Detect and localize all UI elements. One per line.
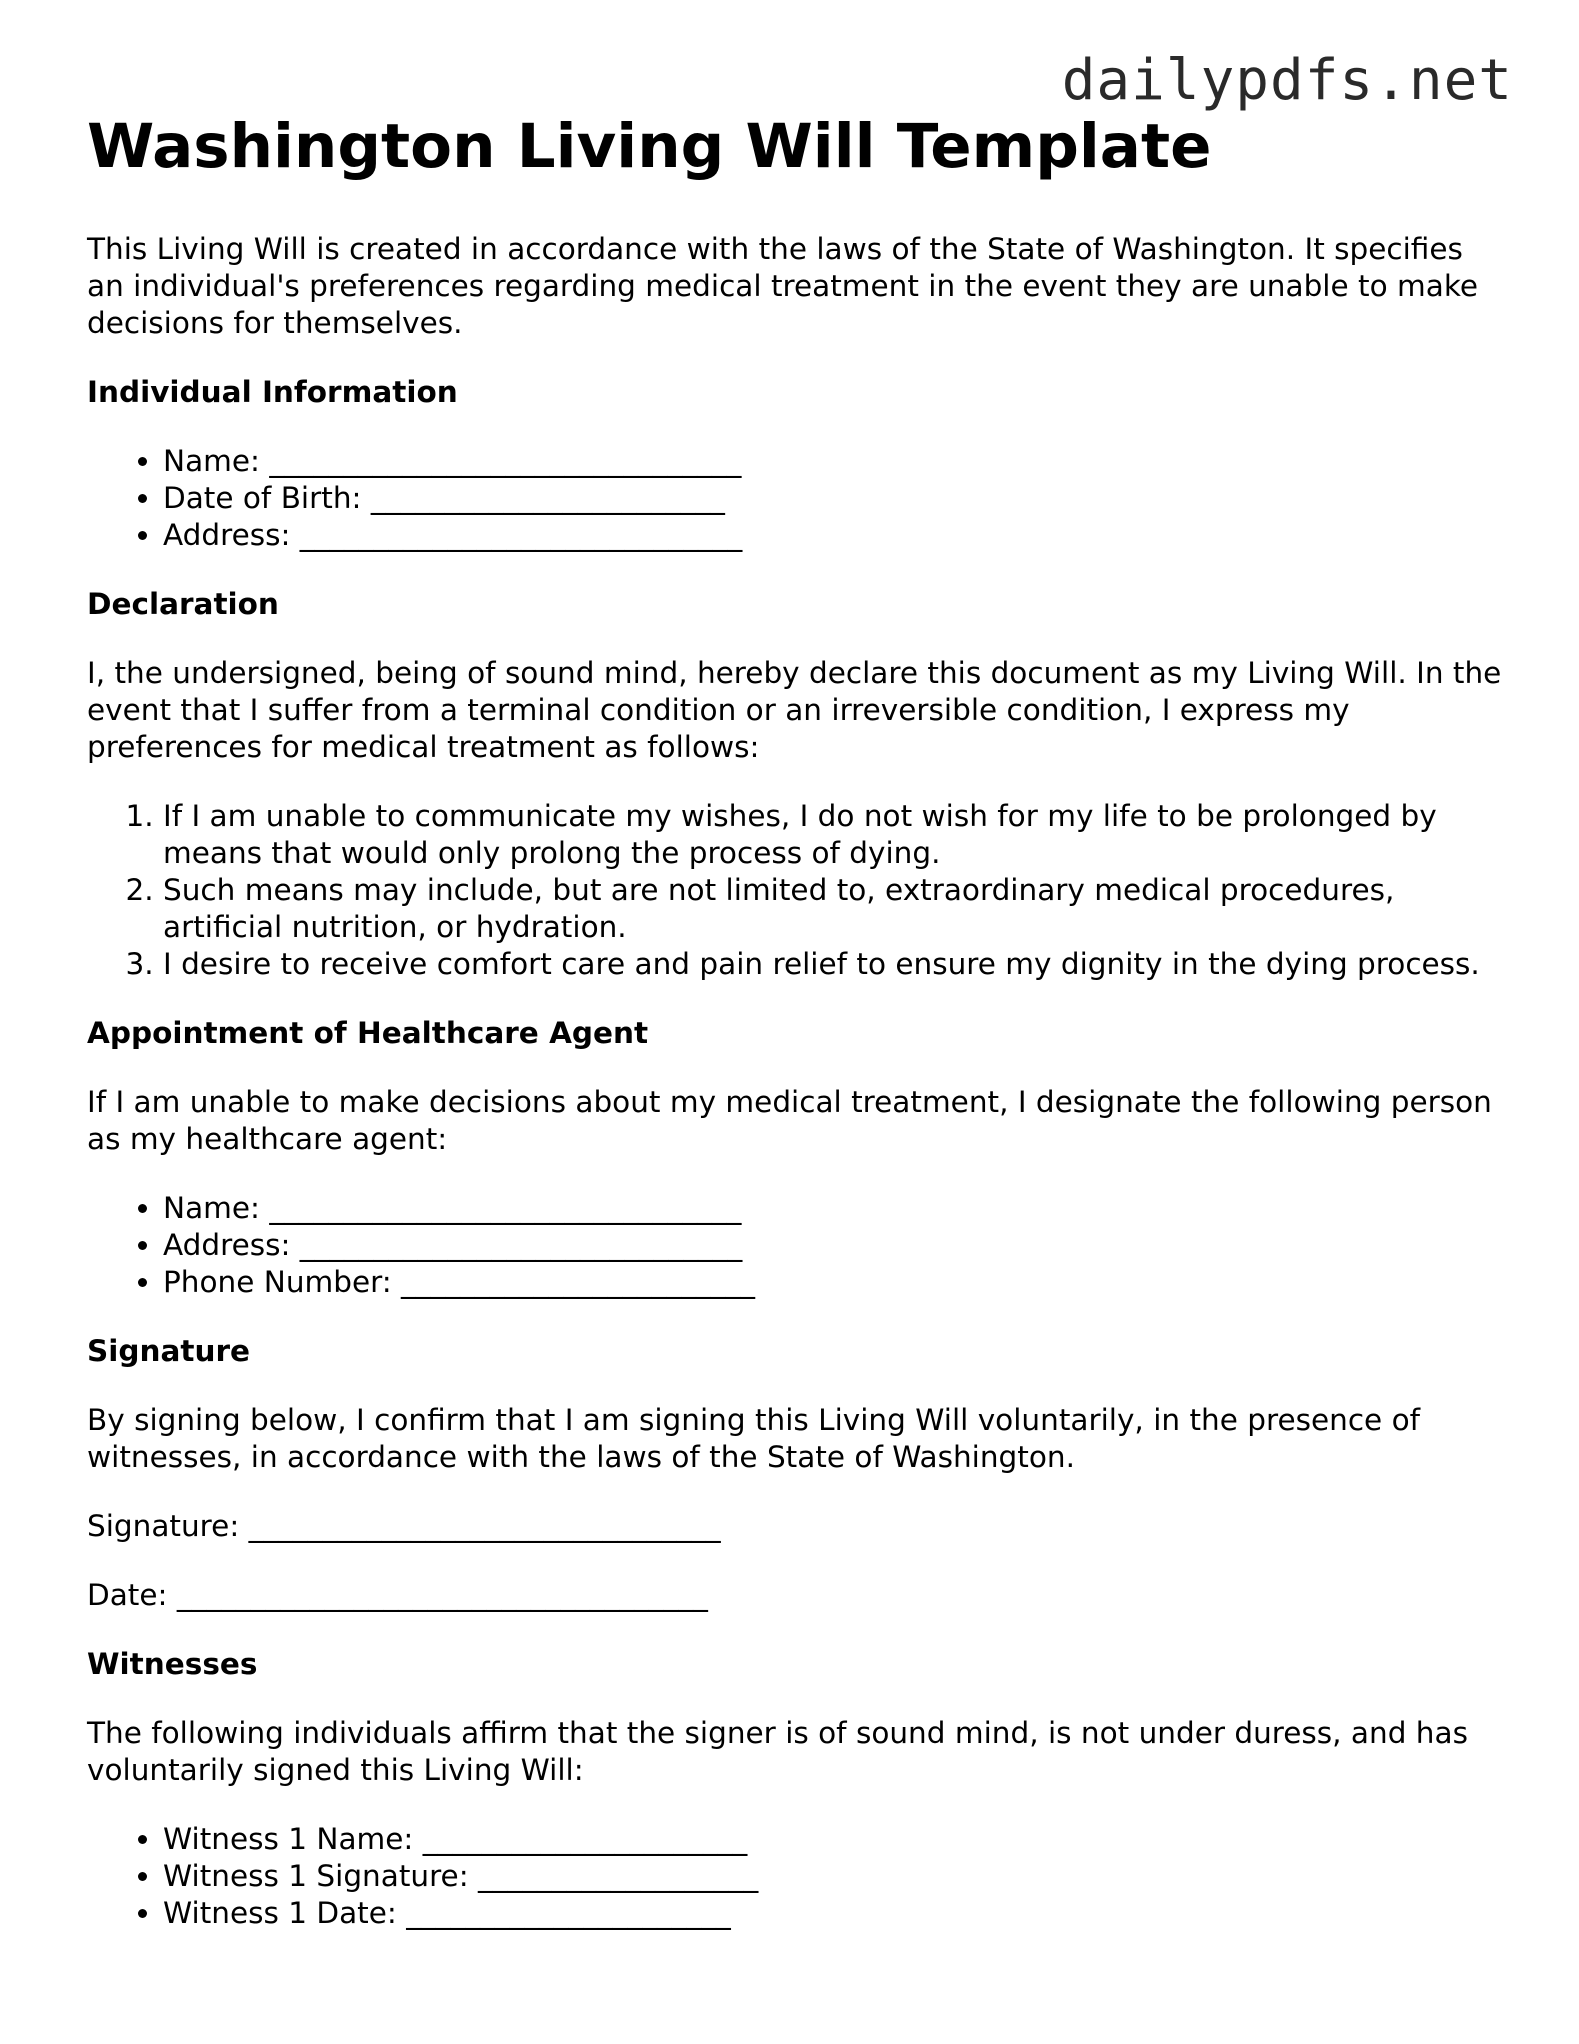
declaration-item: 3. I desire to receive comfort care and pain relief to ensure my dignity in the dying process. <box>163 946 1507 983</box>
witness-fields-list <box>87 1821 1507 1932</box>
witness-date-field[interactable]: • Witness 1 Date: ______________________ <box>163 1895 1507 1932</box>
declaration-items-list <box>87 798 1507 983</box>
declaration-item: 2. Such means may include, but are not limited to, extraordinary medical procedures, artificial nutrition, or hydration. <box>163 872 1507 946</box>
date-line[interactable]: Date: ____________________________________ <box>87 1578 708 1613</box>
witness-name-field[interactable]: • Witness 1 Name: ______________________ <box>163 1821 1507 1858</box>
section-heading-signature: Signature <box>87 1334 251 1369</box>
individual-address-field[interactable]: • Address: ______________________________ <box>163 517 1507 554</box>
section-heading-witnesses: Witnesses <box>87 1647 258 1682</box>
declaration-item: 1. If I am unable to communicate my wishes, I do not wish for my life to be prolonged by means that would only prolong the process of dying. <box>163 798 1507 872</box>
section-heading-individual: Individual Information <box>87 375 458 410</box>
individual-name-field[interactable]: • Name: ________________________________ <box>163 443 1507 480</box>
agent-paragraph: If I am unable to make decisions about my medical treatment, I designate the following person as my healthcare agent: <box>87 1085 1492 1157</box>
individual-fields-list <box>87 443 1507 554</box>
individual-dob-field[interactable]: • Date of Birth: ________________________ <box>163 480 1507 517</box>
document-page <box>87 110 1507 1964</box>
witnesses-paragraph: The following individuals affirm that the signer is of sound mind, is not under duress, and has voluntarily signed this Living Will: <box>87 1716 1468 1788</box>
declaration-paragraph: I, the undersigned, being of sound mind, hereby declare this document as my Living Will. In the event that I suffer from a terminal condition or an irreversible condition, I express my preferences for medical treatment as follows: <box>87 656 1502 765</box>
agent-phone-field[interactable]: • Phone Number: ________________________ <box>163 1264 1507 1301</box>
intro-paragraph: This Living Will is created in accordance with the laws of the State of Washington. It specifies an individual's preferences regarding medical treatment in the event they are unable to make decisions for themselves. <box>87 232 1479 341</box>
signature-paragraph: By signing below, I confirm that I am signing this Living Will voluntarily, in the presence of witnesses, in accordance with the laws of the State of Washington. <box>87 1403 1421 1475</box>
agent-address-field[interactable]: • Address: ______________________________ <box>163 1227 1507 1264</box>
witness-signature-field[interactable]: • Witness 1 Signature: ___________________ <box>163 1858 1507 1895</box>
document-title: Washington Living Will Template <box>87 111 1212 182</box>
section-heading-declaration: Declaration <box>87 587 279 622</box>
agent-fields-list <box>87 1190 1507 1301</box>
agent-name-field[interactable]: • Name: ________________________________ <box>163 1190 1507 1227</box>
watermark: dailypdfs.net <box>1061 48 1513 113</box>
section-heading-agent: Appointment of Healthcare Agent <box>87 1016 649 1051</box>
signature-line[interactable]: Signature: ________________________________ <box>87 1509 721 1544</box>
